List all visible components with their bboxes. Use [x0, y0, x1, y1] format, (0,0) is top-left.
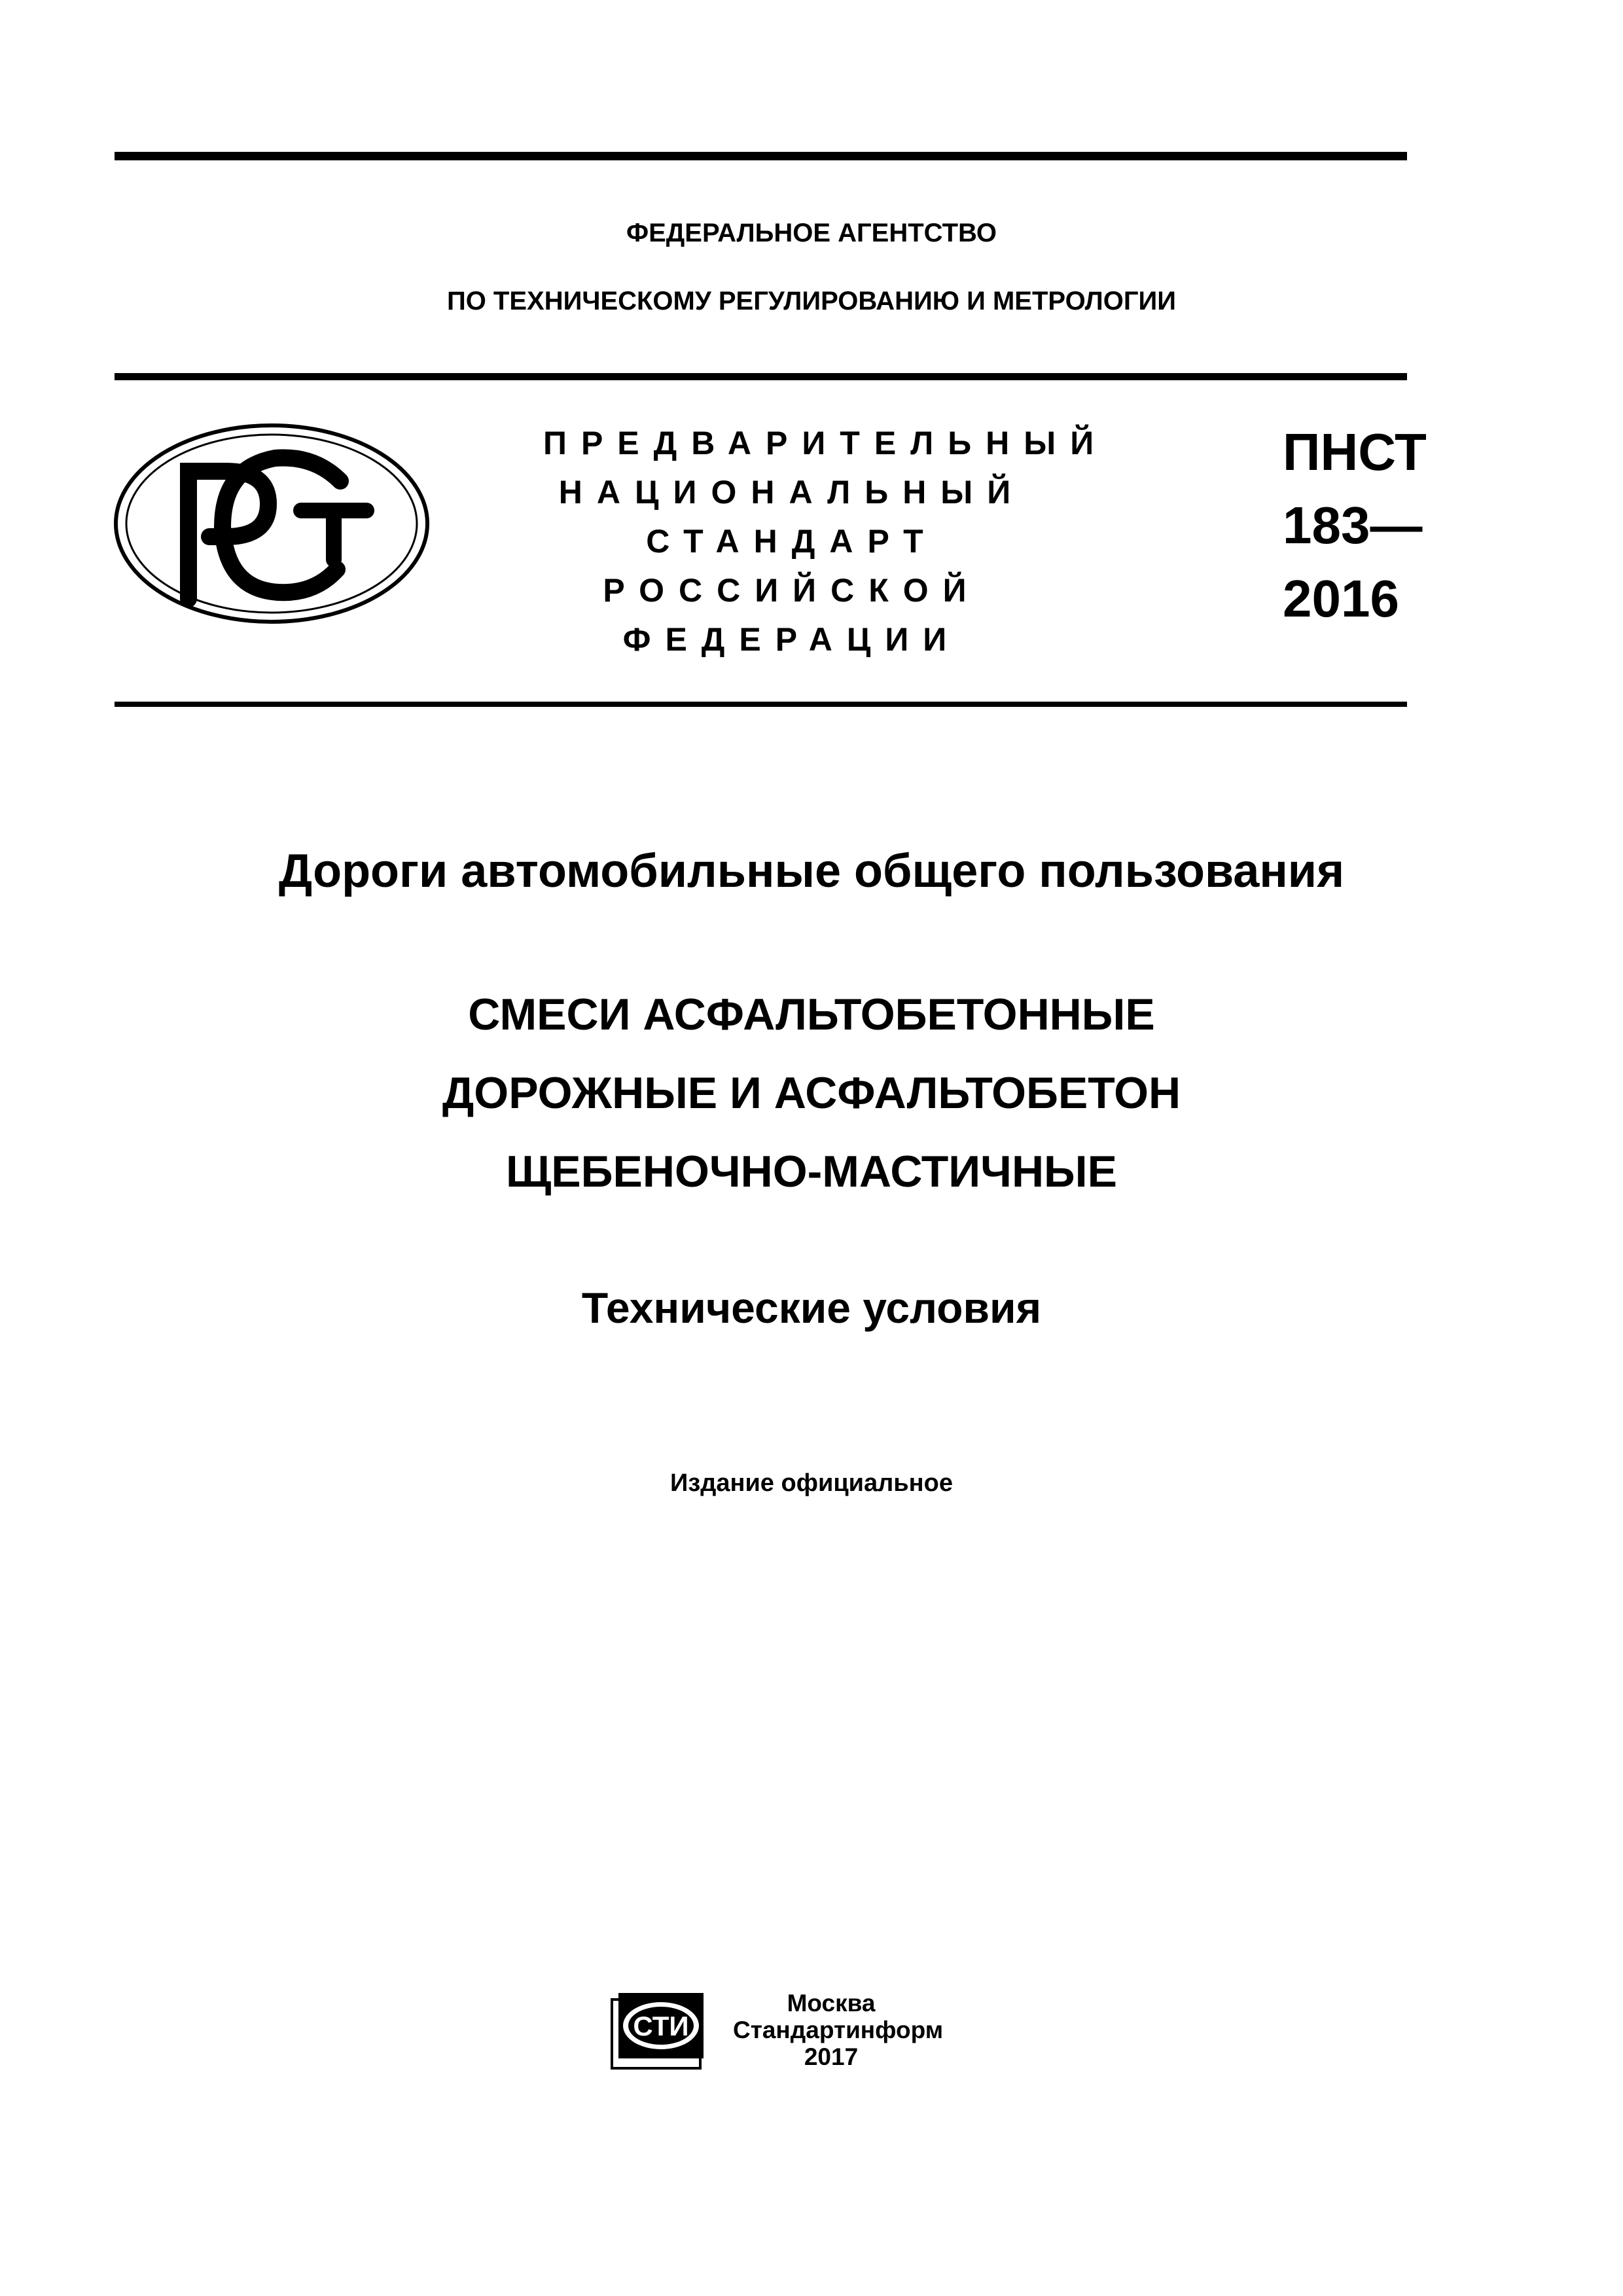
publisher-logo [609, 1990, 707, 2072]
main-title-line: СМЕСИ АСФАЛЬТОБЕТОННЫЕ [468, 990, 1155, 1039]
subtitle: Технические условия [581, 1283, 1042, 1332]
publisher-year: 2017 [804, 2043, 859, 2070]
standard-type-line: ФЕДЕРАЦИИ [622, 621, 961, 658]
header-rule [115, 373, 1407, 380]
main-title [0, 975, 1623, 1211]
main-title-line: ЩЕБЕНОЧНО-МАСТИЧНЫЕ [505, 1147, 1117, 1196]
publisher-city: Москва [787, 1990, 876, 2017]
designation-rule [115, 702, 1407, 707]
designation-code: ПНСТ [1283, 423, 1427, 481]
svg-text:СТИ: СТИ [633, 2011, 689, 2041]
standard-type-block [543, 419, 1109, 664]
standard-type-line: СТАНДАРТ [646, 523, 938, 560]
standard-type-line: РОССИЙСКОЙ [603, 572, 981, 609]
designation-year: 2016 [1283, 569, 1399, 628]
designation-block [1283, 416, 1427, 636]
standard-type-line: НАЦИОНАЛЬНЫЙ [558, 474, 1026, 511]
publisher-logo-icon [609, 1990, 707, 2072]
standard-type-line: ПРЕДВАРИТЕЛЬНЫЙ [543, 425, 1109, 461]
group-title: Дороги автомобильные общего пользования [278, 845, 1345, 897]
agency-line-2: ПО ТЕХНИЧЕСКОМУ РЕГУЛИРОВАНИЮ И МЕТРОЛОГИИ [446, 287, 1177, 315]
agency-line-1: ФЕДЕРАЛЬНОЕ АГЕНТСТВО [626, 219, 997, 247]
edition-label: Издание официальное [670, 1469, 953, 1497]
main-title-line: ДОРОЖНЫЕ И АСФАЛЬТОБЕТОН [442, 1068, 1181, 1118]
publisher-name: Стандартинформ [733, 2017, 944, 2043]
gost-logo-icon [111, 419, 432, 628]
gost-logo [111, 419, 432, 628]
designation-number: 183— [1283, 496, 1423, 554]
top-rule [115, 152, 1407, 160]
publisher-info [733, 1990, 944, 2070]
